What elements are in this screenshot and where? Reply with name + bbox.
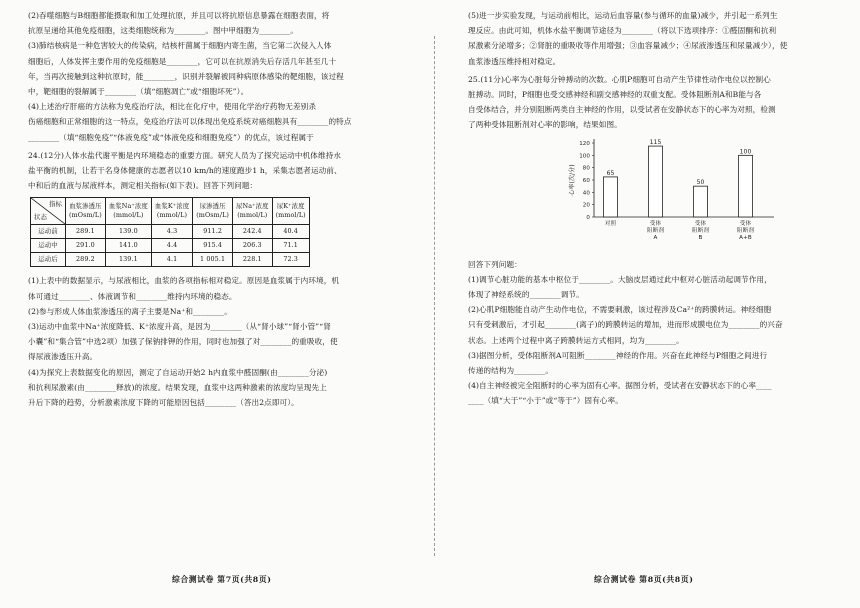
chart-svg xyxy=(554,135,784,255)
table-cell: 291.0 xyxy=(66,239,106,253)
table-row xyxy=(31,225,310,239)
question-24-5: (5)进一步实验发现，与运动前相比，运动后血容量(参与循环的血量)减少，并引起一系列生 xyxy=(468,11,778,20)
question-23-3: (3)肺结核病是一种危害较大的传染病，结核杆菌属于细胞内寄生菌，当它第二次侵入人体 xyxy=(28,41,332,51)
table-cell: 141.0 xyxy=(105,239,151,253)
question-24-2: (2)参与形成人体血浆渗透压的离子主要是Na⁺和________。 xyxy=(28,306,232,316)
question-24-stem-cont2: 中和后的血液与尿液样本，测定相关指标(如下表)。回答下列问题： xyxy=(28,181,258,191)
question-25-4: (4)自主神经被完全阻断时的心率为固有心率。据图分析，受试者在安静状态下的心率____ xyxy=(468,381,772,391)
question-24-1: (1)上表中的数据显示，与尿液相比，血浆的各项指标相对稳定。原因是血浆属于内环境，机 xyxy=(28,276,340,286)
y-axis-label: 心率(次/分) xyxy=(569,163,576,196)
question-23-4: (4)上述治疗肝癌的方法称为免疫治疗法，相比在化疗中，使用化学治疗药物无差别杀 xyxy=(28,102,317,112)
question-24-5-cont2: 尿激素分泌增多；②肾脏的重吸收等作用增强；③血容量减少；④尿液渗透压和尿量减少），使 xyxy=(468,41,788,51)
question-24-3-cont2: 得尿液渗透压升高。 xyxy=(28,352,98,362)
heart-rate-chart xyxy=(554,135,784,255)
right-page-column xyxy=(468,8,830,409)
question-25-2-cont2: 状态。上述两个过程中离子跨膜转运方式相同，均为________。 xyxy=(468,335,684,345)
data-table xyxy=(30,197,310,267)
table-cell: 915.4 xyxy=(193,239,233,253)
question-24-stem-cont1: 盐平衡的机制，让若干名身体健康的志愿者以10 km/h的速度跑步1 h，采集志愿者运动前、 xyxy=(28,166,342,176)
question-25-stem-cont1: 脏搏动。同时，P细胞也受交感神经和副交感神经的双重支配。受体阻断剂A和B能与各 xyxy=(468,90,762,100)
table-cell: 1 005.1 xyxy=(193,253,233,267)
question-23-4-cont1: 伤癌细胞和正常细胞的这一特点，免疫治疗法可以体现出免疫系统对癌细胞具有________的特点 xyxy=(28,117,352,127)
table-cell: 139.0 xyxy=(105,225,151,239)
y-tick-label: 0 xyxy=(586,214,590,221)
table-cell: 911.2 xyxy=(193,225,233,239)
question-23-3-cont3: 中，靶细胞的裂解属于________（填“细胞凋亡”或“细胞坏死”）。 xyxy=(28,87,249,97)
question-24-5-cont3: 血浆渗透压维持相对稳定。 xyxy=(468,56,561,66)
bar-value-label: 100 xyxy=(739,147,752,155)
table-cell: 4.3 xyxy=(151,225,192,239)
y-tick-label: 20 xyxy=(582,202,590,209)
left-page-column xyxy=(28,8,413,410)
table-col-header: 尿Na⁺浓度 (mmol/L) xyxy=(233,198,273,225)
x-category-label: 受体阻断剂 A xyxy=(646,220,665,241)
bar-value-label: 65 xyxy=(606,169,615,177)
bar xyxy=(739,155,753,217)
table-cell: 40.4 xyxy=(272,225,309,239)
y-tick-label: 120 xyxy=(579,140,590,147)
question-23-4-cont2: ________（填“细胞免疫”“体液免疫”或“体液免疫和细胞免疫”）的优点，该过程属于 xyxy=(28,132,314,142)
table-cell: 4.4 xyxy=(151,239,192,253)
question-25-3: (3)据图分析，受体阻断剂A可阻断________神经的作用。兴奋在此神经与P细胞之间进行 xyxy=(468,350,768,360)
table-cell: 4.1 xyxy=(151,253,192,267)
question-25-1-cont: 体现了神经系统的________调节。 xyxy=(468,290,584,300)
y-tick-label: 40 xyxy=(582,189,590,196)
question-25-1: (1)调节心脏功能的基本中枢位于________。大脑皮层通过此中枢对心脏活动起调节作用， xyxy=(468,274,772,284)
question-23-3-cont2: 年，当再次接触到这种抗原时，能________，识别并裂解被同种病原体感染的靶细胞，该过程 xyxy=(28,71,344,81)
y-tick-label: 60 xyxy=(582,177,590,184)
table-row xyxy=(31,239,310,253)
table-row xyxy=(31,253,310,267)
table-cell: 289.1 xyxy=(66,225,106,239)
question-23-2-cont: 抗原呈递给其他免疫细胞，这类细胞统称为________。图中甲细胞为________。 xyxy=(28,26,299,36)
bar xyxy=(649,146,663,217)
answer-lead: 回答下列问题： xyxy=(468,259,522,269)
table-cell: 139.1 xyxy=(105,253,151,267)
table-col-header: 血浆渗透压 (mOsm/L) xyxy=(66,198,106,225)
question-24-stem: 24.(12分)人体水盐代谢平衡是内环境稳态的重要方面。研究人员为了探究运动中机体维持水 xyxy=(28,150,342,160)
question-25-4-cont: ____（填“大于”“小于”或“等于”）固有心率。 xyxy=(468,396,623,406)
table-col-header: 血浆Na⁺浓度 (mmol/L) xyxy=(105,198,151,225)
bar-value-label: 115 xyxy=(649,138,662,146)
table-row-label: 运动前 xyxy=(31,225,66,239)
question-23-3-cont1: 细胞后，人体发挥主要作用的免疫细胞是________，它可以在抗原消失后存活几年甚至几十 xyxy=(28,56,337,66)
table-header-index: 指标 xyxy=(49,200,62,209)
table-header-state: 状态 xyxy=(34,213,47,222)
question-25-2-cont1: 只有受刺激后，才引起________(离子)的跨膜转运的增加，进而形成膜电位为________的兴奋 xyxy=(468,320,783,330)
table-cell: 228.1 xyxy=(233,253,273,267)
x-category-label: 受体阻断剂 B xyxy=(691,220,710,241)
table-cell: 71.1 xyxy=(272,239,309,253)
footer-page-8: 综合测试卷 第8页(共8页) xyxy=(594,575,694,584)
table-cell: 206.3 xyxy=(233,239,273,253)
question-23-2: (2)吞噬细胞与B细胞都能摄取和加工处理抗原，并且可以将抗原信息暴露在细胞表面，将 xyxy=(28,11,330,20)
question-24-3: (3)运动中血浆中Na⁺浓度降低、K⁺浓度升高，是因为________（从“肾小球”“肾小管”“肾 xyxy=(28,322,331,332)
question-24-4-cont2: 升后下降的趋势，分析激素浓度下降的可能原因包括________（答出2点即可）。 xyxy=(28,398,299,408)
y-tick-label: 80 xyxy=(582,165,590,172)
table-cell: 289.2 xyxy=(66,253,106,267)
table-col-header: 血浆K⁺浓度 (mmol/L) xyxy=(151,198,192,225)
bar-value-label: 50 xyxy=(696,178,705,186)
question-24-3-cont1: 小囊”和“集合管”中选2项）加强了保钠排钾的作用，同时也加强了对________的重吸收，使 xyxy=(28,337,338,347)
page-fold-divider xyxy=(434,36,435,556)
question-24-4: (4)为探究上表数据变化的原因，测定了自运动开始2 h内血浆中醛固酮(由________分泌) xyxy=(28,367,328,377)
y-tick-label: 100 xyxy=(579,152,590,159)
question-24-1-cont: 体可通过________、体液调节和________维持内环境的稳态。 xyxy=(28,291,237,301)
x-category-label: 受体阻断剂 A+B xyxy=(736,220,755,241)
question-25-stem-cont2: 自受体结合，并分别阻断两类自主神经的作用，以受试者在安静状态下的心率为对照，检测 xyxy=(468,105,776,115)
question-25-2: (2)心肌P细胞能自动产生动作电位，不需要刺激，该过程涉及Ca²⁺的跨膜转运。神经细胞 xyxy=(468,305,772,315)
bar xyxy=(694,186,708,217)
question-24-5-cont1: 理反应。由此可知，机体水盐平衡调节途径为________（将以下选项排序：①醛固酮和抗利 xyxy=(468,26,777,36)
question-25-3-cont: 传递的结构为________。 xyxy=(468,366,554,376)
table-diagonal-header xyxy=(31,198,66,225)
x-category-label: 对照 xyxy=(604,220,617,227)
table-row-label: 运动中 xyxy=(31,239,66,253)
question-24-4-cont1: 和抗利尿激素(由________释放)的浓度。结果发现，血浆中这两种激素的浓度均呈现先上 xyxy=(28,382,327,392)
table-row-label: 运动后 xyxy=(31,253,66,267)
bar xyxy=(604,177,618,217)
table-col-header: 尿K⁺浓度 (mmol/L) xyxy=(272,198,309,225)
footer-page-7: 综合测试卷 第7页(共8页) xyxy=(172,575,272,584)
question-25-stem: 25.(11分)心率为心脏每分钟搏动的次数。心肌P细胞可自动产生节律性动作电位以控制心 xyxy=(468,74,771,84)
table-cell: 242.4 xyxy=(233,225,273,239)
table-col-header: 尿渗透压 (mOsm/L) xyxy=(193,198,233,225)
question-25-stem-cont3: 了两种受体阻断剂对心率的影响，结果如图。 xyxy=(468,120,622,130)
table-cell: 72.3 xyxy=(272,253,309,267)
